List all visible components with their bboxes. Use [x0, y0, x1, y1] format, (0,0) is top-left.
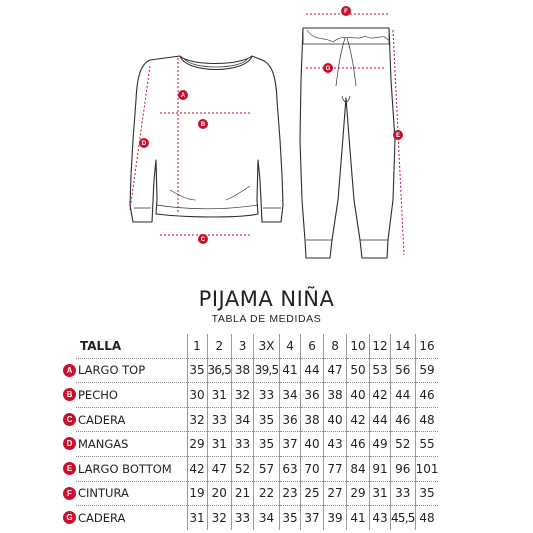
table-row: [76, 481, 438, 506]
table-cell: 41: [347, 506, 370, 530]
table-cell: 40: [324, 407, 347, 432]
table-cell: 38: [324, 383, 347, 408]
table-cell: 22: [254, 481, 280, 506]
measure-badge-icon: D: [63, 437, 76, 450]
table-cell: 34: [232, 407, 254, 432]
table-cell: 31: [207, 432, 232, 457]
table-cell: 38: [301, 407, 324, 432]
table-cell: 35: [280, 506, 301, 530]
measure-label-cell: [66, 506, 187, 530]
table-row: [76, 383, 438, 408]
table-cell: 27: [324, 481, 347, 506]
size-header: 16: [415, 334, 438, 358]
pants-outline: [300, 28, 395, 258]
table-cell: 36,5: [207, 358, 232, 383]
table-cell: 35: [254, 432, 280, 457]
table-cell: 32: [207, 506, 232, 530]
table-cell: 40: [301, 432, 324, 457]
size-chart-table: [66, 334, 439, 530]
table-cell: 35: [254, 407, 280, 432]
table-cell: 34: [254, 506, 280, 530]
table-cell: 50: [347, 358, 370, 383]
table-cell: 56: [391, 358, 416, 383]
table-cell: 20: [207, 481, 232, 506]
table-cell: 38: [232, 358, 254, 383]
size-header: 14: [391, 334, 416, 358]
table-cell: 46: [415, 383, 438, 408]
size-header: 4: [280, 334, 301, 358]
table-cell: 31: [207, 383, 232, 408]
size-header: 10: [347, 334, 370, 358]
table-cell: 42: [347, 407, 370, 432]
marker-letter: E: [395, 133, 401, 140]
table-cell: 37: [280, 432, 301, 457]
table-cell: 31: [187, 506, 207, 530]
table-cell: 33: [207, 407, 232, 432]
measure-label-cell: [66, 456, 187, 481]
table-cell: 19: [187, 481, 207, 506]
measure-label: MANGAS: [78, 437, 129, 452]
table-cell: 35: [415, 481, 438, 506]
table-cell: 46: [347, 432, 370, 457]
measure-badge-icon: B: [63, 388, 76, 401]
table-cell: 32: [232, 383, 254, 408]
measure-badge-icon: G: [63, 511, 76, 524]
marker-letter: B: [200, 122, 206, 129]
size-header: 3: [232, 334, 254, 358]
measure-badge-icon: C: [63, 413, 76, 426]
table-row: [76, 506, 438, 530]
table-cell: 34: [280, 383, 301, 408]
table-cell: 47: [207, 456, 232, 481]
table-cell: 49: [370, 432, 391, 457]
size-header: 1: [187, 334, 207, 358]
table-cell: 33: [391, 481, 416, 506]
table-cell: 77: [324, 456, 347, 481]
table-row: [76, 456, 438, 481]
table-cell: 29: [347, 481, 370, 506]
table-cell: 59: [415, 358, 438, 383]
size-header: 3X: [254, 334, 280, 358]
table-cell: 70: [301, 456, 324, 481]
table-cell: 31: [370, 481, 391, 506]
measure-label-cell: [66, 407, 187, 432]
table-cell: 55: [415, 432, 438, 457]
table-row: [76, 407, 438, 432]
table-cell: 57: [254, 456, 280, 481]
table-cell: 43: [324, 432, 347, 457]
size-header-label: TALLA: [80, 338, 122, 353]
marker-letter: D: [141, 141, 147, 148]
measure-badge-icon: E: [63, 462, 76, 475]
table-cell: 40: [347, 383, 370, 408]
marker-letter: C: [200, 237, 206, 244]
table-cell: 37: [301, 506, 324, 530]
size-header: 6: [301, 334, 324, 358]
table-cell: 45,5: [391, 506, 416, 530]
measure-badge-icon: A: [63, 364, 76, 377]
table-cell: 46: [391, 407, 416, 432]
table-cell: 39: [324, 506, 347, 530]
table-cell: 41: [280, 358, 301, 383]
table-cell: 36: [280, 407, 301, 432]
measure-label: PECHO: [78, 387, 118, 402]
table-cell: 44: [370, 407, 391, 432]
table-cell: 84: [347, 456, 370, 481]
table-row: [76, 358, 438, 383]
table-cell: 43: [370, 506, 391, 530]
table-cell: 36: [301, 383, 324, 408]
table-cell: 23: [280, 481, 301, 506]
table-header-row: [76, 334, 438, 358]
table-cell: 53: [370, 358, 391, 383]
table-cell: 52: [232, 456, 254, 481]
measure-label: LARGO TOP: [78, 363, 146, 378]
measure-label: CADERA: [78, 412, 126, 427]
table-cell: 48: [415, 407, 438, 432]
size-header: 2: [207, 334, 232, 358]
table-cell: 33: [232, 506, 254, 530]
pants-waistband: [303, 28, 389, 44]
page-title: PIJAMA NIÑA: [198, 287, 335, 311]
table-cell: 47: [324, 358, 347, 383]
measure-label-cell: [66, 383, 187, 408]
table-cell: 39,5: [254, 358, 280, 383]
table-cell: 32: [187, 407, 207, 432]
table-cell: 33: [254, 383, 280, 408]
table-cell: 29: [187, 432, 207, 457]
measure-label-cell: [66, 358, 187, 383]
measure-label: CADERA: [78, 510, 126, 525]
marker-letter: A: [180, 93, 186, 100]
page-subtitle: TABLA DE MEDIDAS: [211, 313, 322, 325]
table-cell: 101: [415, 456, 438, 481]
table-cell: 96: [391, 456, 416, 481]
table-cell: 63: [280, 456, 301, 481]
top-outline: [130, 56, 283, 222]
table-cell: 33: [232, 432, 254, 457]
table-cell: 42: [370, 383, 391, 408]
measure-label-cell: [66, 432, 187, 457]
size-header: 12: [370, 334, 391, 358]
table-cell: 91: [370, 456, 391, 481]
table-cell: 21: [232, 481, 254, 506]
measure-badge-icon: F: [63, 487, 76, 500]
measure-label: CINTURA: [78, 486, 129, 501]
table-cell: 52: [391, 432, 416, 457]
measure-label-cell: [67, 481, 187, 506]
table-cell: 44: [301, 358, 324, 383]
table-row: [76, 432, 438, 457]
marker-letter: F: [344, 9, 348, 16]
marker-letter: G: [325, 66, 331, 73]
table-cell: 44: [391, 383, 416, 408]
table-cell: 42: [187, 456, 207, 481]
size-header: 8: [324, 334, 347, 358]
measure-label: LARGO BOTTOM: [78, 461, 172, 476]
table-cell: 35: [187, 358, 207, 383]
table-cell: 25: [301, 481, 324, 506]
table-cell: 30: [187, 383, 207, 408]
table-cell: 48: [415, 506, 438, 530]
